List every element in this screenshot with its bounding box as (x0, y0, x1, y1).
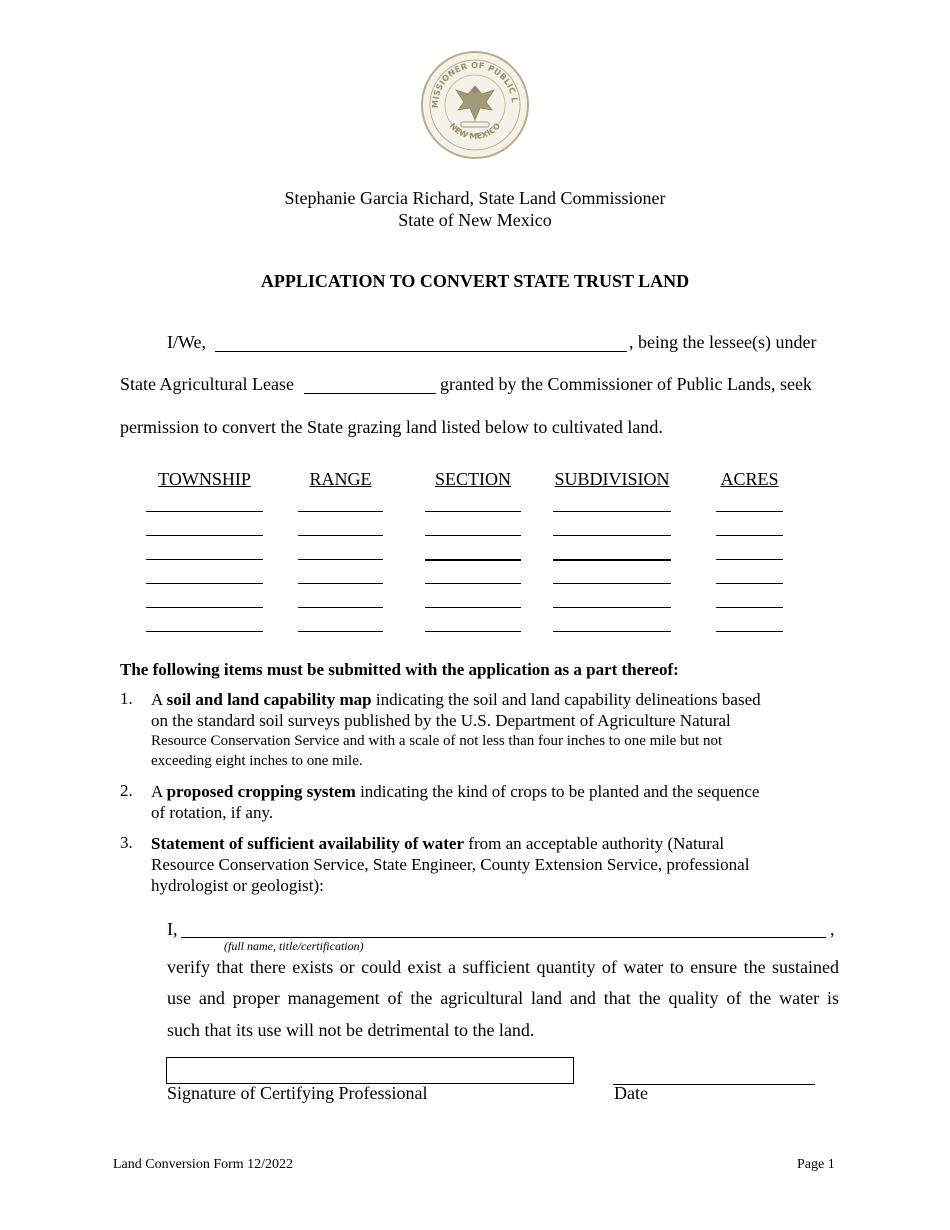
item-1-bold: soil and land capability map (166, 690, 372, 709)
section-field[interactable] (425, 511, 521, 512)
item-2-bold: proposed cropping system (166, 782, 356, 801)
township-field[interactable] (146, 559, 263, 560)
section-field[interactable] (425, 607, 521, 608)
cert-line3: such that its use will not be detrimental to the land. (167, 1020, 535, 1040)
range-field[interactable] (298, 535, 383, 536)
certifier-field-caption: (full name, title/certification) (224, 939, 364, 953)
acres-field[interactable] (716, 511, 783, 512)
cert-prefix: I, (167, 919, 178, 939)
township-field[interactable] (146, 607, 263, 608)
intro-prefix: I/We, (167, 332, 207, 352)
item-1-number: 1. (120, 689, 133, 708)
lessee-name-field[interactable] (215, 351, 627, 352)
item-3-number: 3. (120, 833, 133, 852)
page-number: Page 1 (797, 1157, 835, 1172)
signature-field[interactable] (166, 1057, 574, 1084)
acres-field[interactable] (716, 583, 783, 584)
acres-field[interactable] (716, 607, 783, 608)
acres-field[interactable] (716, 559, 783, 560)
commissioner-name: Stephanie Garcia Richard, State Land Commissioner (284, 188, 666, 208)
form-title: APPLICATION TO CONVERT STATE TRUST LAND (260, 271, 690, 291)
item-3-text: Statement of sufficient availability of water from an acceptable authority (Natural Resource Conservation Service, State Engineer, County Extension Service, professional hydrologist or geologist): (151, 834, 750, 895)
item-2-number: 2. (120, 781, 133, 800)
range-field[interactable] (298, 559, 383, 560)
acres-field[interactable] (716, 535, 783, 536)
requirements-heading: The following items must be submitted with the application as a part thereof: (120, 660, 679, 679)
subdivision-field[interactable] (553, 607, 671, 608)
range-field[interactable] (298, 607, 383, 608)
acres-field[interactable] (716, 631, 783, 632)
lease-prefix: State Agricultural Lease (120, 374, 294, 394)
header-subdivision: SUBDIVISION (554, 469, 670, 489)
intro-line3: permission to convert the State grazing land listed below to cultivated land. (120, 417, 663, 437)
section-field[interactable] (425, 535, 521, 536)
item-2-text: A proposed cropping system indicating the kind of crops to be planted and the sequence of rotation, if any. (151, 782, 760, 822)
subdivision-field[interactable] (553, 511, 671, 512)
date-label: Date (614, 1083, 648, 1103)
cert-line2: use and proper management of the agricultural land and that the quality of the water is (167, 988, 839, 1008)
header-section: SECTION (435, 469, 511, 489)
section-field[interactable] (425, 559, 521, 561)
range-field[interactable] (298, 631, 383, 632)
section-field[interactable] (425, 631, 521, 632)
township-field[interactable] (146, 535, 263, 536)
cert-comma: , (830, 919, 835, 939)
header-acres: ACRES (720, 469, 779, 489)
state-land-office-seal (420, 50, 530, 160)
item-3-bold: Statement of sufficient availability of water (151, 834, 465, 853)
township-field[interactable] (146, 511, 263, 512)
state-name: State of New Mexico (398, 210, 552, 230)
subdivision-field[interactable] (553, 559, 671, 561)
seal-outer-text: MISSIONER OF PUBLIC L (429, 59, 520, 109)
township-field[interactable] (146, 583, 263, 584)
cert-line1: verify that there exists or could exist a sufficient quantity of water to ensure the sustained (167, 957, 839, 977)
subdivision-field[interactable] (553, 631, 671, 632)
township-field[interactable] (146, 631, 263, 632)
header-range: RANGE (309, 469, 372, 489)
range-field[interactable] (298, 583, 383, 584)
certifier-name-field[interactable] (181, 937, 826, 938)
range-field[interactable] (298, 511, 383, 512)
intro-suffix: , being the lessee(s) under (629, 332, 817, 352)
header-township: TOWNSHIP (158, 469, 251, 489)
seal-inner-text: NEW MEXICO (447, 121, 503, 142)
subdivision-field[interactable] (553, 535, 671, 536)
lease-suffix: granted by the Commissioner of Public Lands, seek (440, 374, 812, 394)
signature-label: Signature of Certifying Professional (167, 1083, 428, 1103)
item-1-text: A soil and land capability map indicating the soil and land capability delineations based on the standard soil surveys published by the U.S. Department of Agriculture Natural Resource Conservation Service and with a scale of not less than four inches to one mile but not exceeding eight inches to one mile. (151, 690, 761, 769)
form-identifier: Land Conversion Form 12/2022 (113, 1157, 294, 1172)
section-field[interactable] (425, 583, 521, 584)
lease-number-field[interactable] (304, 393, 436, 394)
subdivision-field[interactable] (553, 583, 671, 584)
